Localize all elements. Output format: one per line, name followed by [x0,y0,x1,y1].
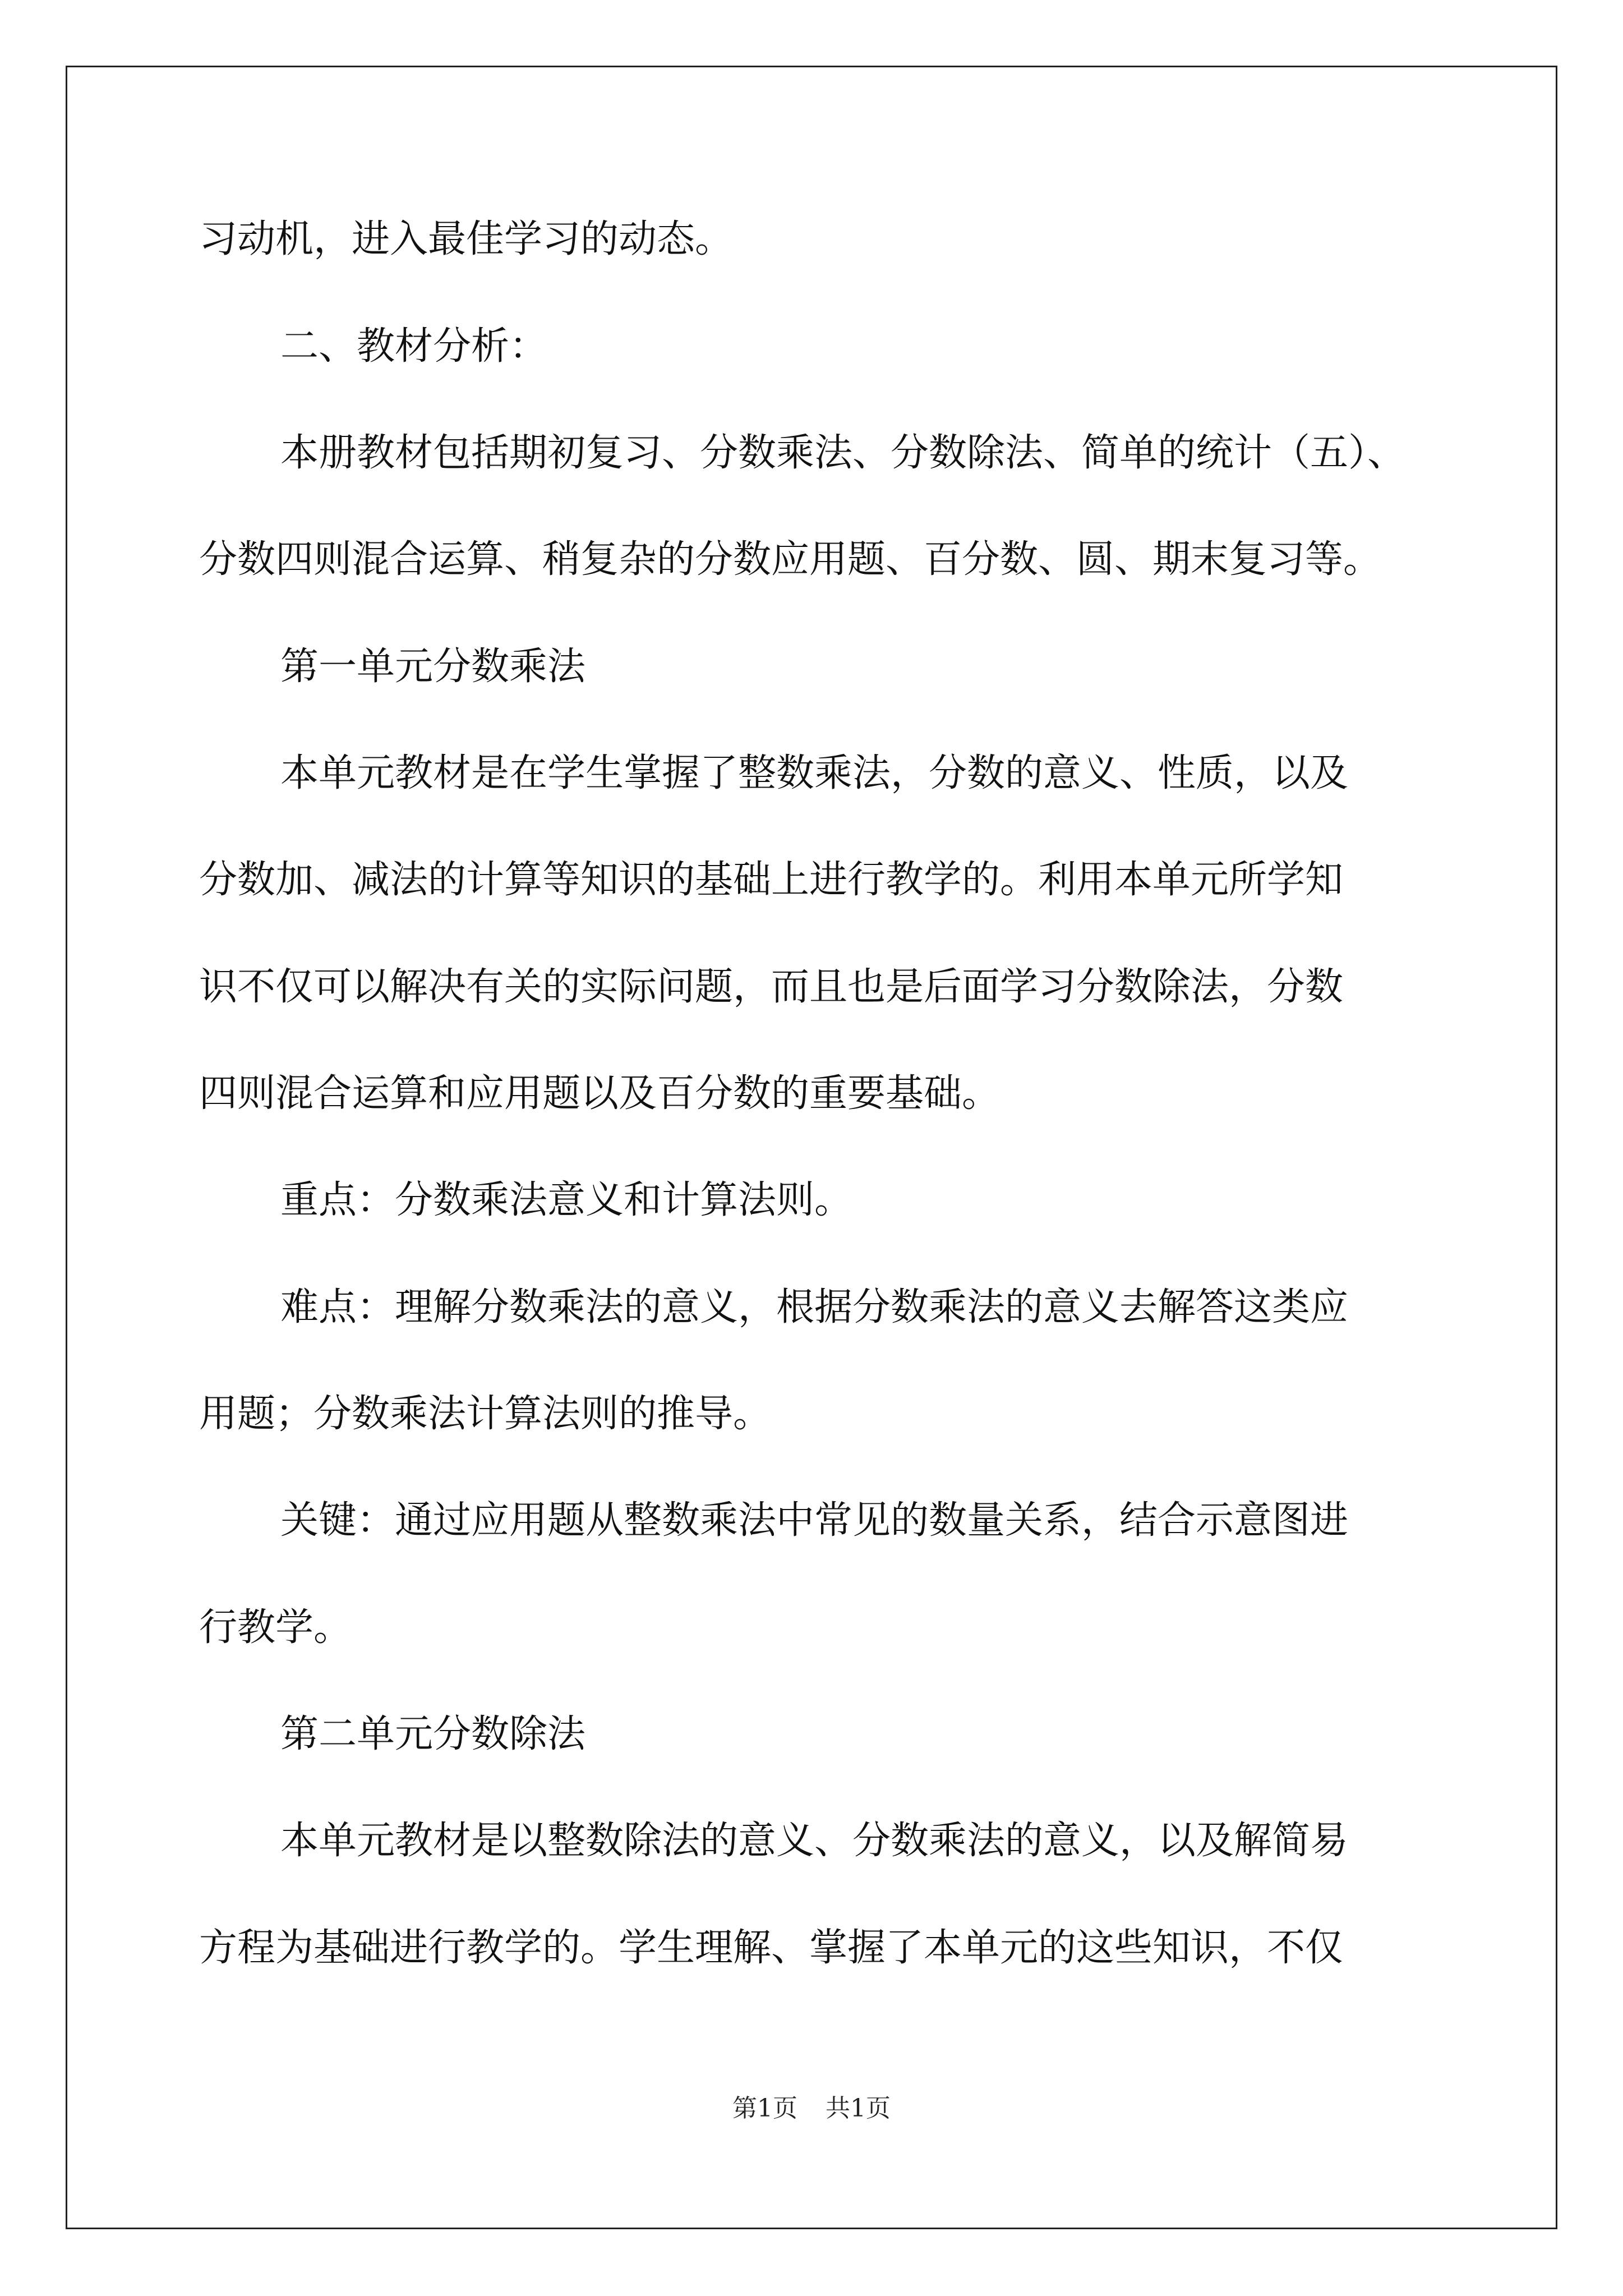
unit-heading: 第二单元分数除法 [280,1712,586,1756]
text-line: 本单元教材是以整数除法的意义、分数乘法的意义，以及解简易 [280,1819,1349,1863]
text-line: 方程为基础进行教学的。学生理解、掌握了本单元的这些知识，不仅 [199,1926,1344,1970]
text-line: 本册教材包括期初复习、分数乘法、分数除法、简单的统计（五）、 [280,431,1406,475]
text-line: 识不仅可以解决有关的实际问题，而且也是后面学习分数除法，分数 [199,965,1344,1009]
text-line: 重点：分数乘法意义和计算法则。 [280,1178,853,1222]
text-line: 分数四则混合运算、稍复杂的分数应用题、百分数、圆、期末复习等。 [199,537,1382,582]
page-total: 共1页 [826,2094,891,2123]
page-number: 第1页 [732,2094,797,2123]
text-line: 行教学。 [199,1605,352,1650]
text-line: 习动机，进入最佳学习的动态。 [199,217,734,261]
text-line: 关键：通过应用题从整数乘法中常见的数量关系，结合示意图进 [280,1498,1349,1543]
text-line: 本单元教材是在学生掌握了整数乘法，分数的意义、性质，以及 [280,751,1349,795]
unit-heading: 第一单元分数乘法 [280,645,586,689]
text-line: 难点：理解分数乘法的意义，根据分数乘法的意义去解答这类应 [280,1285,1349,1329]
text-line: 用题；分数乘法计算法则的推导。 [199,1392,772,1436]
page-border [66,66,1557,2229]
section-heading: 二、教材分析： [280,324,548,369]
text-line: 分数加、减法的计算等知识的基础上进行教学的。利用本单元所学知 [199,858,1344,902]
page-footer [0,2094,1623,2123]
text-line: 四则混合运算和应用题以及百分数的重要基础。 [199,1071,1000,1116]
